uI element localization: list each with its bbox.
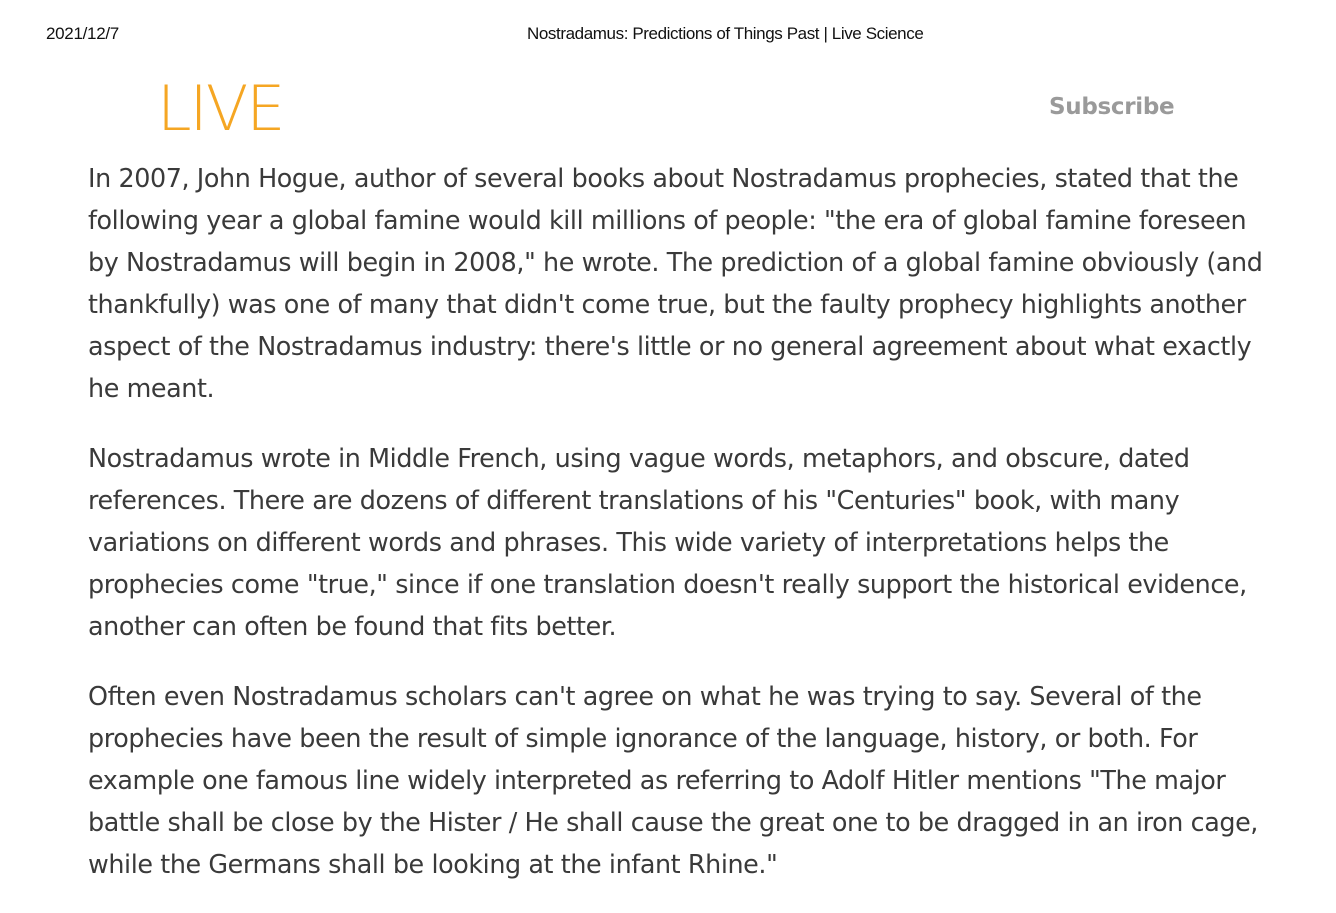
article-paragraph: Often even Nostradamus scholars can't agree on what he was trying to say. Several of the prophecies have been the result of simple ignorance of the language, history, or both. For example one famous line widely interpreted as referring to Adolf Hitler mentions "The major battle shall be close by the Hister / He shall cause the great one to be dragged in an iron cage, while the Germans shall be looking at the infant Rhine." bbox=[88, 681, 1258, 879]
site-header bbox=[0, 72, 1336, 148]
article-paragraph: In 2007, John Hogue, author of several books about Nostradamus prophecies, stated that the following year a global famine would kill millions of people: "the era of global famine foreseen by Nostradamus will begin in 2008," he wrote. The prediction of a global famine obviously (and thankfully) was one of many that didn't come true, but the faulty prophecy highlights another aspect of the Nostradamus industry: there's little or no general agreement about what exactly he meant. bbox=[88, 163, 1263, 403]
print-date: 2021/12/7 bbox=[46, 24, 119, 43]
print-header bbox=[0, 24, 1336, 48]
site-logo[interactable]: LIVE bbox=[157, 72, 284, 145]
subscribe-link[interactable]: Subscribe bbox=[1049, 94, 1175, 120]
article-body bbox=[88, 157, 1268, 913]
article-paragraph: Nostradamus wrote in Middle French, using vague words, metaphors, and obscure, dated references. There are dozens of different translations of his "Centuries" book, with many variations on different words and phrases. This wide variety of interpretations helps the prophecies come "true," since if one translation doesn't really support the historical evidence, another can often be found that fits better. bbox=[88, 443, 1247, 641]
print-page-title: Nostradamus: Predictions of Things Past | Live Science bbox=[527, 24, 924, 43]
